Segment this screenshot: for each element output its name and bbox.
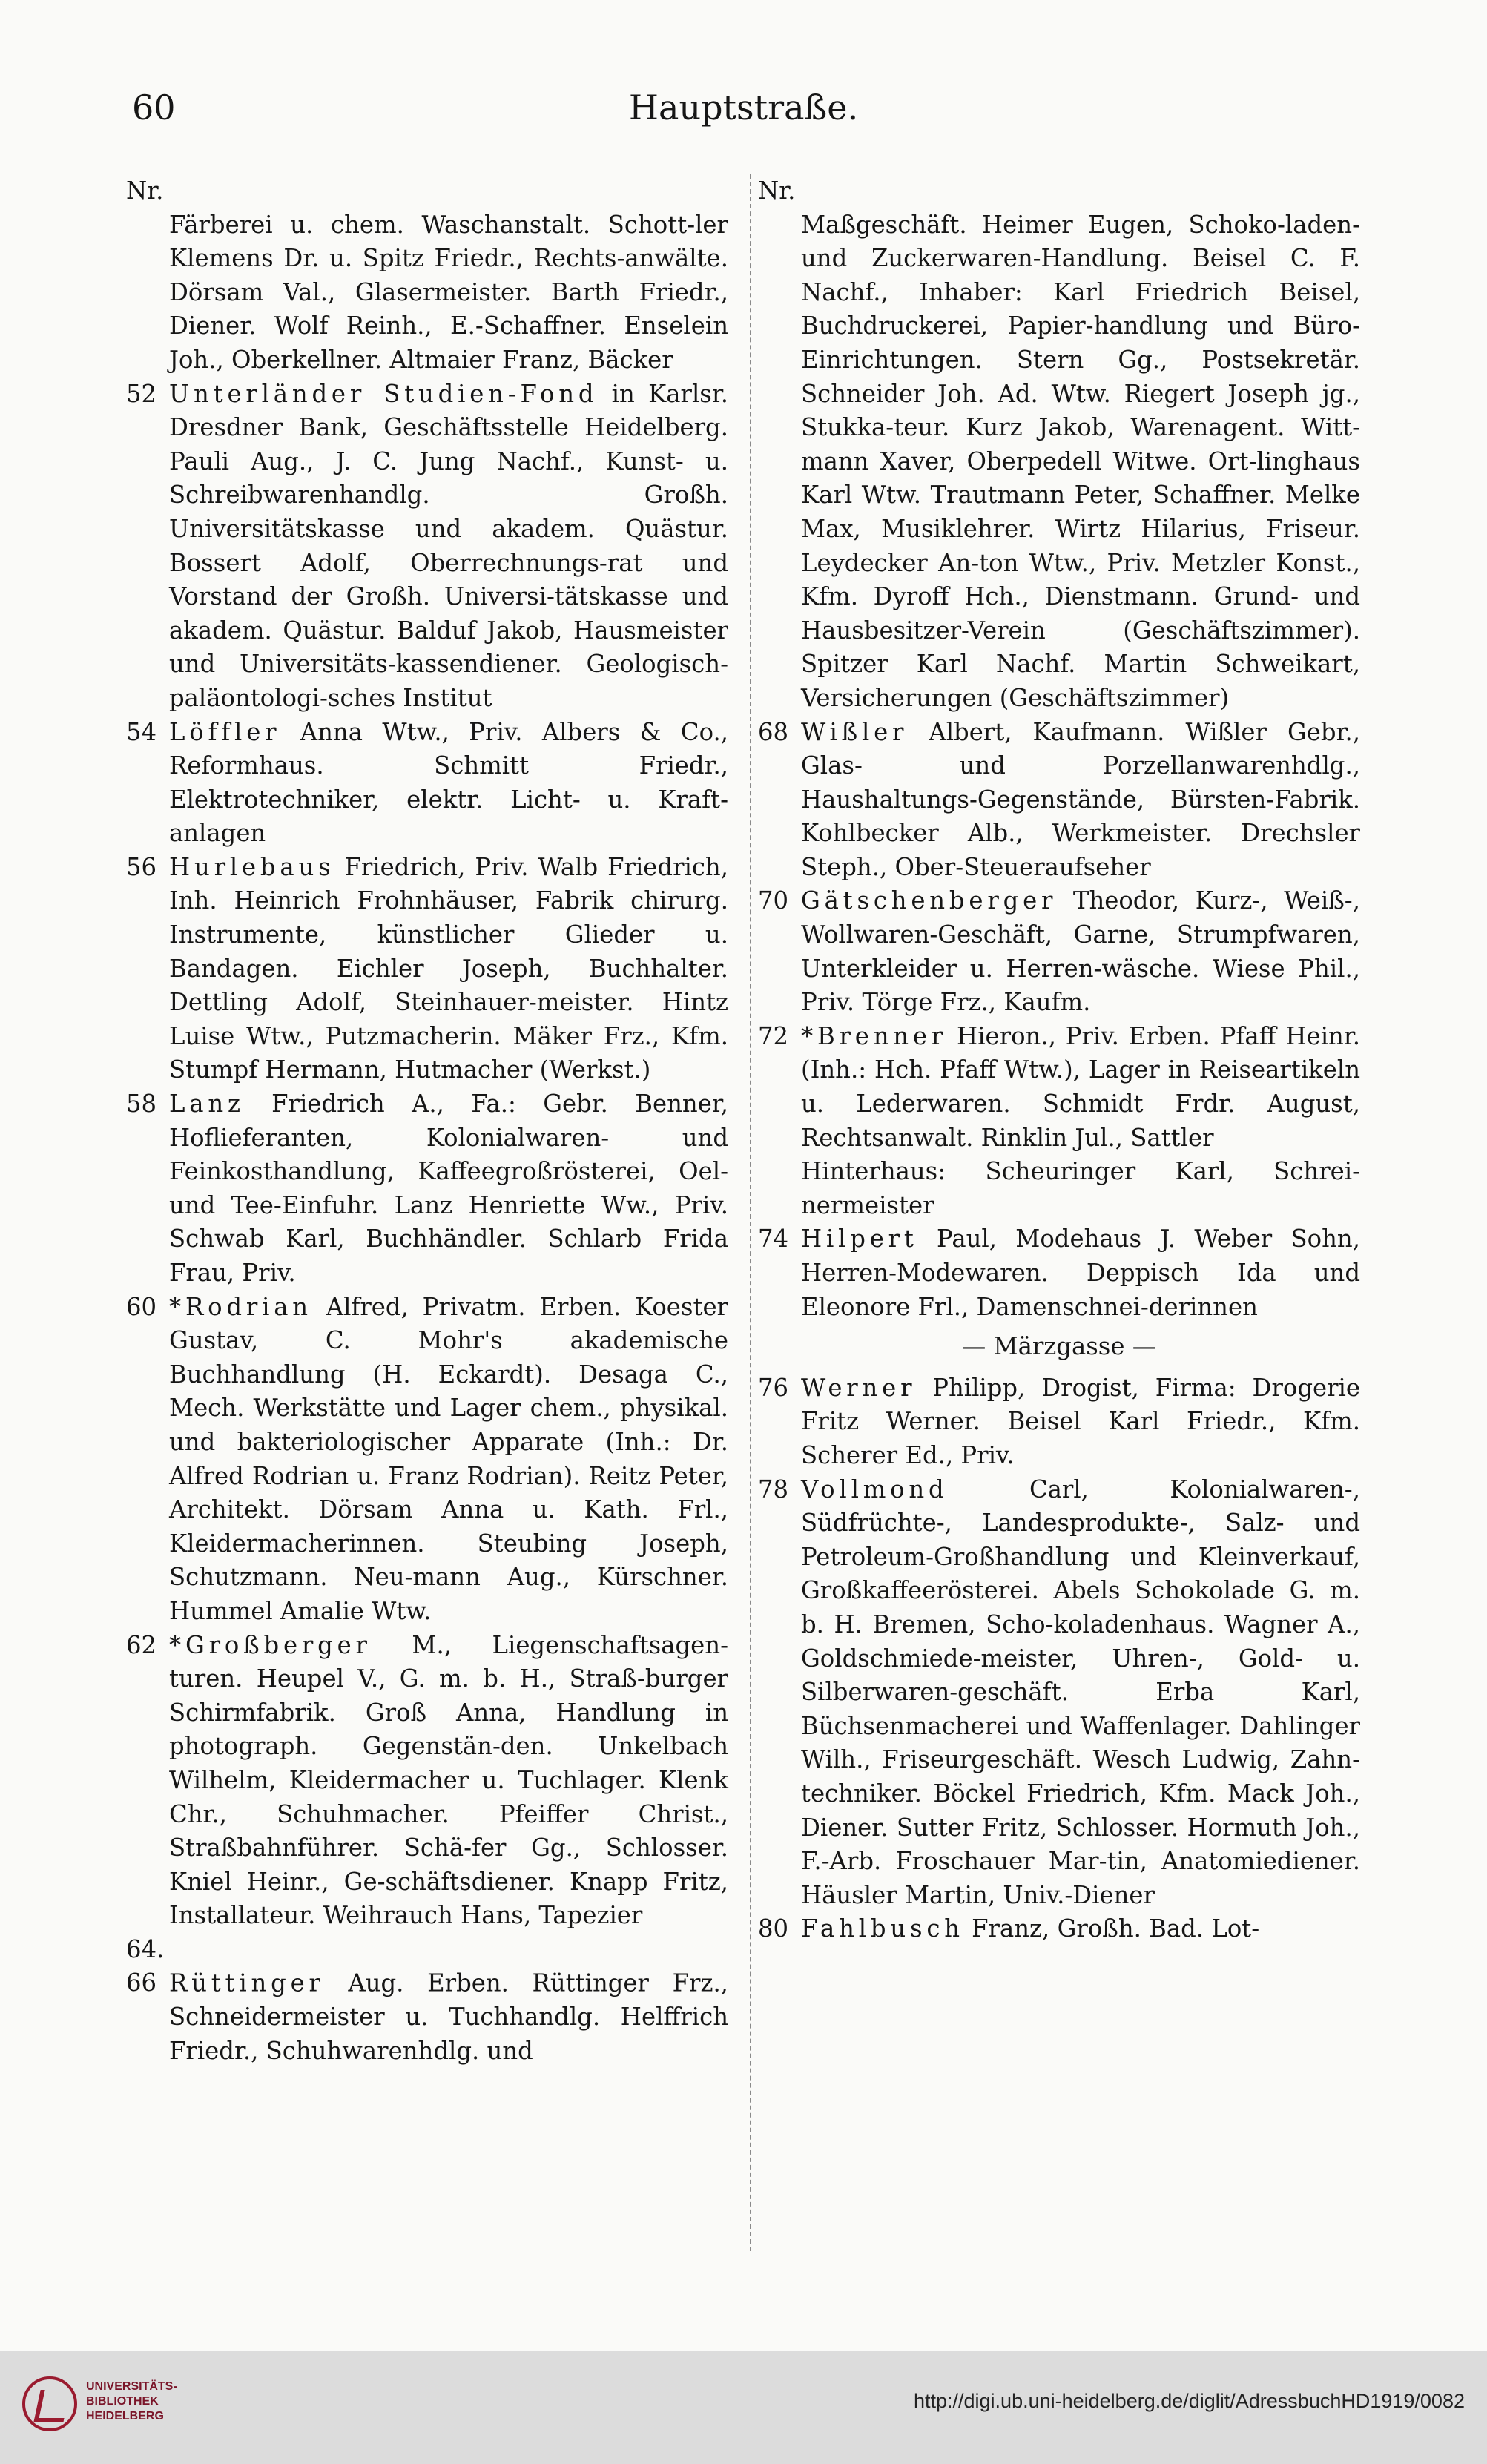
logo-line: UNIVERSITÄTS-: [86, 2380, 177, 2393]
entry-text: Paul, Modehaus J. Weber Sohn, Herren-Modewaren. Deppisch Ida und Eleonore Frl., Damenschnei-derinnen: [801, 1225, 1360, 1321]
directory-entry: [758, 1371, 1360, 1473]
directory-entry: [758, 1020, 1360, 1155]
entry-text: Hieron., Priv. Erben. Pfaff Heinr. (Inh.: Hch. Pfaff Wtw.), Lager in Reiseartikeln u. Lederwaren. Schmidt Frdr. August, Rechtsanwalt. Rinklin Jul., Sattler: [801, 1021, 1360, 1152]
owner-name: Fahlbusch: [801, 1914, 964, 1943]
entry-text: Franz, Großh. Bad. Lot-: [963, 1914, 1260, 1943]
owner-name: Hurlebaus: [169, 852, 335, 881]
house-number: 64. 66: [126, 1934, 165, 1997]
owner-name: *Großberger: [169, 1630, 372, 1659]
directory-entry: [758, 208, 1360, 716]
source-url-link[interactable]: http://digi.ub.uni-heidelberg.de/diglit/AdressbuchHD1919/0082: [913, 2390, 1465, 2412]
right-entries: [758, 208, 1360, 1946]
owner-name: *Rodrian: [169, 1292, 312, 1321]
entry-text: M., Liegenschaftsagen-turen. Heupel V., G. m. b. H., Straß-burger Schirmfabrik. Groß Anna, Handlung in photograph. Gegenstän-den. Unkelbach Wilhelm, Kleidermacher u. Tuchlager. Klenk Chr., Schuhmacher. Pfeiffer Christ., Straßbahnführer. Schä-fer Gg., Schlosser. Kniel Heinr., Ge-schäftsdiener. Knapp Fritz, Installateur. Weihrauch Hans, Tapezier: [169, 1630, 728, 1930]
directory-entry: [758, 716, 1360, 885]
entry-text: Friedrich A., Fa.: Gebr. Benner, Hoflieferanten, Kolonialwaren- und Feinkosthandlung, Kaffeegroßrösterei, Oel- und Tee-Einfuhr. Lanz Henriette Ww., Priv. Schwab Karl, Buchhändler. Schlarb Frida Frau, Priv.: [169, 1090, 728, 1287]
directory-entry: [758, 1222, 1360, 1324]
directory-entry: [126, 851, 728, 1087]
owner-name: Löffler: [169, 717, 281, 746]
house-number: 58: [126, 1090, 157, 1119]
entry-text: Theodor, Kurz-, Weiß-, Wollwaren-Geschäft, Garne, Strumpfwaren, Unterkleider u. Herren-wäsche. Wiese Phil., Priv. Törge Frz., Kaufm.: [801, 886, 1360, 1017]
directory-entry: [758, 884, 1360, 1019]
column-divider: [750, 174, 751, 2251]
owner-name: *Brenner: [801, 1021, 948, 1050]
nr-label: Nr.: [126, 177, 164, 205]
nr-label: Nr.: [758, 177, 796, 205]
street-heading: — Märzgasse —: [961, 1332, 1157, 1361]
owner-name: Werner: [801, 1373, 917, 1402]
owner-name: Vollmond: [801, 1475, 949, 1503]
directory-entry: [126, 1629, 728, 1933]
owner-name: Hilpert: [801, 1225, 918, 1254]
house-number: 80: [758, 1914, 789, 1943]
logo-line: HEIDELBERG: [86, 2410, 164, 2422]
page-number: 60: [132, 88, 176, 128]
footer-bar: [0, 2351, 1487, 2464]
entry-text: Hinterhaus: Scheuringer Karl, Schrei-nermeister: [801, 1157, 1360, 1219]
logo-line: BIBLIOTHEK: [86, 2395, 159, 2408]
owner-name: Gätschenberger: [801, 886, 1058, 915]
running-head: Hauptstraße.: [628, 88, 859, 128]
house-number: 70: [758, 886, 789, 915]
entry-text: Anna Wtw., Priv. Albers & Co., Reformhaus. Schmitt Friedr., Elektrotechniker, elektr. Licht- u. Kraft-anlagen: [169, 717, 728, 848]
owner-name: Wißler: [801, 717, 909, 746]
library-logo[interactable]: [22, 2374, 193, 2445]
directory-entry: [126, 1933, 728, 2068]
house-number: 76: [758, 1373, 789, 1402]
entry-text: Albert, Kaufmann. Wißler Gebr., Glas- und Porzellanwarenhdlg., Haushaltungs-Gegenstände, Bürsten-Fabrik. Kohlbecker Alb., Werkmeister. Drechsler Steph., Ober-Steueraufseher: [801, 717, 1360, 881]
library-seal-icon: [22, 2376, 77, 2431]
directory-entry: [126, 1291, 728, 1629]
left-column: [126, 174, 728, 2068]
entry-text: Philipp, Drogist, Firma: Drogerie Fritz Werner. Beisel Karl Friedr., Kfm. Scherer Ed., Priv.: [801, 1373, 1360, 1469]
house-number: 60: [126, 1292, 157, 1321]
owner-name: Rüttinger: [169, 1969, 325, 1997]
entry-text: Alfred, Privatm. Erben. Koester Gustav, C. Mohr's akademische Buchhandlung (H. Eckardt). Desaga C., Mech. Werkstätte und Lager chem., physikal. und bakteriologischer Apparate (Inh.: Dr. Alfred Rodrian u. Franz Rodrian). Reitz Peter, Architekt. Dörsam Anna u. Kath. Frl., Kleidermacherinnen. Steubing Joseph, Schutzmann. Neu-mann Aug., Kürschner. Hummel Amalie Wtw.: [169, 1292, 728, 1625]
right-column: [758, 174, 1360, 1946]
owner-name: Unterländer Studien-Fond: [169, 379, 599, 408]
directory-entry: [126, 1087, 728, 1291]
house-number: 78: [758, 1475, 789, 1503]
directory-entry: [758, 1912, 1360, 1946]
owner-name: Lanz: [169, 1090, 245, 1119]
entry-text: Färberei u. chem. Waschanstalt. Schott-ler Klemens Dr. u. Spitz Friedr., Rechts-anwälte. Dörsam Val., Glasermeister. Barth Friedr., Diener. Wolf Reinh., E.-Schaffner. Enselein Joh., Oberkellner. Altmaier Franz, Bäcker: [169, 210, 728, 374]
logo-text: [86, 2379, 177, 2424]
directory-entry: [126, 716, 728, 851]
house-number: 62: [126, 1630, 157, 1659]
house-number: 68: [758, 717, 789, 746]
directory-entry: [758, 1473, 1360, 1913]
directory-entry: [126, 208, 728, 378]
directory-entry: [126, 378, 728, 716]
entry-text: in Karlsr. Dresdner Bank, Geschäftsstelle Heidelberg. Pauli Aug., J. C. Jung Nachf., Kunst- u. Schreibwarenhandlg. Großh. Universitätskasse und akadem. Quästur. Bossert Adolf, Oberrechnungs-rat und Vorstand der Großh. Universi-tätskasse und akadem. Quästur. Balduf Jakob, Hausmeister und Universitäts-kassendiener. Geologisch-paläontologi-sches Institut: [169, 379, 728, 712]
directory-entry: [758, 1155, 1360, 1222]
left-entries: [126, 208, 728, 2069]
page-header: [126, 88, 1361, 139]
entry-text: Aug. Erben. Rüttinger Frz., Schneidermeister u. Tuchhandlg. Helffrich Friedr., Schuhwarenhdlg. und: [169, 1969, 728, 2065]
house-number: 52: [126, 379, 157, 408]
entry-text: Friedrich, Priv. Walb Friedrich, Inh. Heinrich Frohnhäuser, Fabrik chirurg. Instrumente, künstlicher Glieder u. Bandagen. Eichler Joseph, Buchhalter. Dettling Adolf, Steinhauer-meister. Hintz Luise Wtw., Putzmacherin. Mäker Frz., Kfm. Stumpf Hermann, Hutmacher (Werkst.): [169, 852, 728, 1084]
house-number: 56: [126, 852, 157, 881]
house-number: 54: [126, 717, 157, 746]
house-number: 74: [758, 1225, 789, 1254]
entry-text: Carl, Kolonialwaren-, Südfrüchte-, Landesprodukte-, Salz- und Petroleum-Großhandlung und Kleinverkauf, Großkaffeerösterei. Abels Schokolade G. m. b. H. Bremen, Scho-koladenhaus. Wagner A., Goldschmiede-meister, Uhren-, Gold- u. Silberwaren-geschäft. Erba Karl, Büchsenmacherei und Waffenlager. Dahlinger Wilh., Friseurgeschäft. Wesch Ludwig, Zahn-techniker. Böckel Friedrich, Kfm. Mack Joh., Diener. Sutter Fritz, Schlosser. Hormuth Joh., F.-Arb. Froschauer Mar-tin, Anatomiediener. Häusler Martin, Univ.-Diener: [801, 1475, 1360, 1909]
house-number: 72: [758, 1021, 789, 1050]
entry-text: Maßgeschäft. Heimer Eugen, Schoko-laden- und Zuckerwaren-Handlung. Beisel C. F. Nachf., Inhaber: Karl Friedrich Beisel, Buchdruckerei, Papier-handlung und Büro-Einrichtungen. Stern Gg., Postsekretär. Schneider Joh. Ad. Wtw. Riegert Joseph jg., Stukka-teur. Kurz Jakob, Warenagent. Witt-mann Xaver, Oberpedell Witwe. Ort-linghaus Karl Wtw. Trautmann Peter, Schaffner. Melke Max, Musiklehrer. Wirtz Hilarius, Friseur. Leydecker An-ton Wtw., Priv. Metzler Konst., Kfm. Dyroff Hch., Dienstmann. Grund- und Hausbesitzer-Verein (Geschäftszimmer). Spitzer Karl Nachf. Martin Schweikart, Versicherungen (Geschäftszimmer): [801, 210, 1360, 712]
